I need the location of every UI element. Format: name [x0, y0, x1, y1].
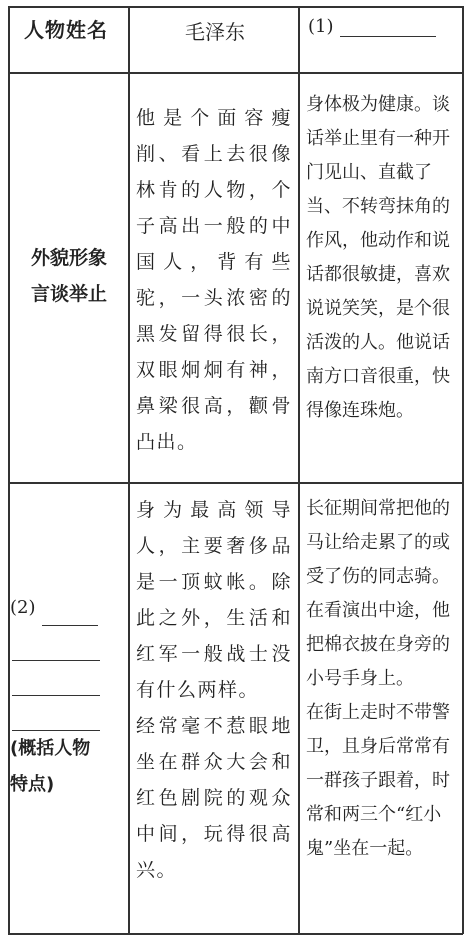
life-description — [136, 492, 292, 888]
manner-description: 身体极为健康。谈话举止里有一种开门见山、直截了当、不转弯抹角的作风，他动作和说话都很敏捷，喜欢说说笑笑，是个很活泼的人。他说话南方口音很重，快得像连珠炮。 — [306, 94, 450, 421]
life-description-1: 身为最高领导人，主要奢侈品是一顶蚊帐。除此之外，生活和红军一般战士没有什么两样。 — [136, 499, 292, 701]
blank-2-fill-line-2[interactable] — [12, 626, 100, 661]
table-border-bottom — [8, 933, 463, 935]
blank-2-fill-line-4[interactable] — [12, 696, 100, 731]
blank-2-fill-line-3[interactable] — [12, 661, 100, 696]
blank-1-number: (1) — [308, 16, 334, 37]
appearance-description: 他是个面容瘦削、看上去很像林肯的人物，个子高出一般的中国人，背有些驼，一头浓密的黑发留得很长，双眼炯炯有神，鼻梁很高，颧骨凸出。 — [136, 107, 292, 453]
table-border-right — [462, 6, 464, 934]
trait-note-line1: (概括人物 — [10, 738, 91, 759]
trait-note-line2: 特点) — [10, 774, 55, 795]
row-divider — [8, 482, 463, 484]
character-trait-blank — [10, 590, 128, 803]
appearance-manner-label-line2: 言谈举止 — [30, 283, 107, 305]
header-character-name: 毛泽东 — [185, 20, 245, 44]
blank-2-number: (2) — [10, 597, 36, 618]
column-divider-2 — [298, 6, 300, 934]
header-character-name-label: 人物姓名 — [24, 18, 108, 42]
life-description-2: 经常毫不惹眼地坐在群众大会和红色剧院的观众中间，玩得很高兴。 — [136, 715, 292, 881]
table-border-top — [8, 6, 463, 8]
header-row-divider — [8, 72, 463, 74]
deeds-description-1: 长征期间常把他的马让给走累了的或受了伤的同志骑。在看演出中途，他把棉衣披在身旁的小号手身上。 — [306, 498, 450, 689]
deeds-description-2: 在街上走时不带警卫，且身后常常有一群孩子跟着，时常和两三个“红小鬼”坐在一起。 — [306, 702, 450, 859]
appearance-manner-label-line1: 外貌形象 — [30, 247, 107, 269]
deeds-description — [306, 492, 458, 866]
trait-line-1 — [10, 590, 128, 626]
blank-1-fill-line[interactable] — [340, 18, 436, 37]
appearance-manner-label — [10, 240, 128, 312]
column-divider-1 — [128, 6, 130, 934]
header-blank-1 — [308, 16, 458, 37]
blank-2-fill-line[interactable] — [42, 607, 98, 626]
